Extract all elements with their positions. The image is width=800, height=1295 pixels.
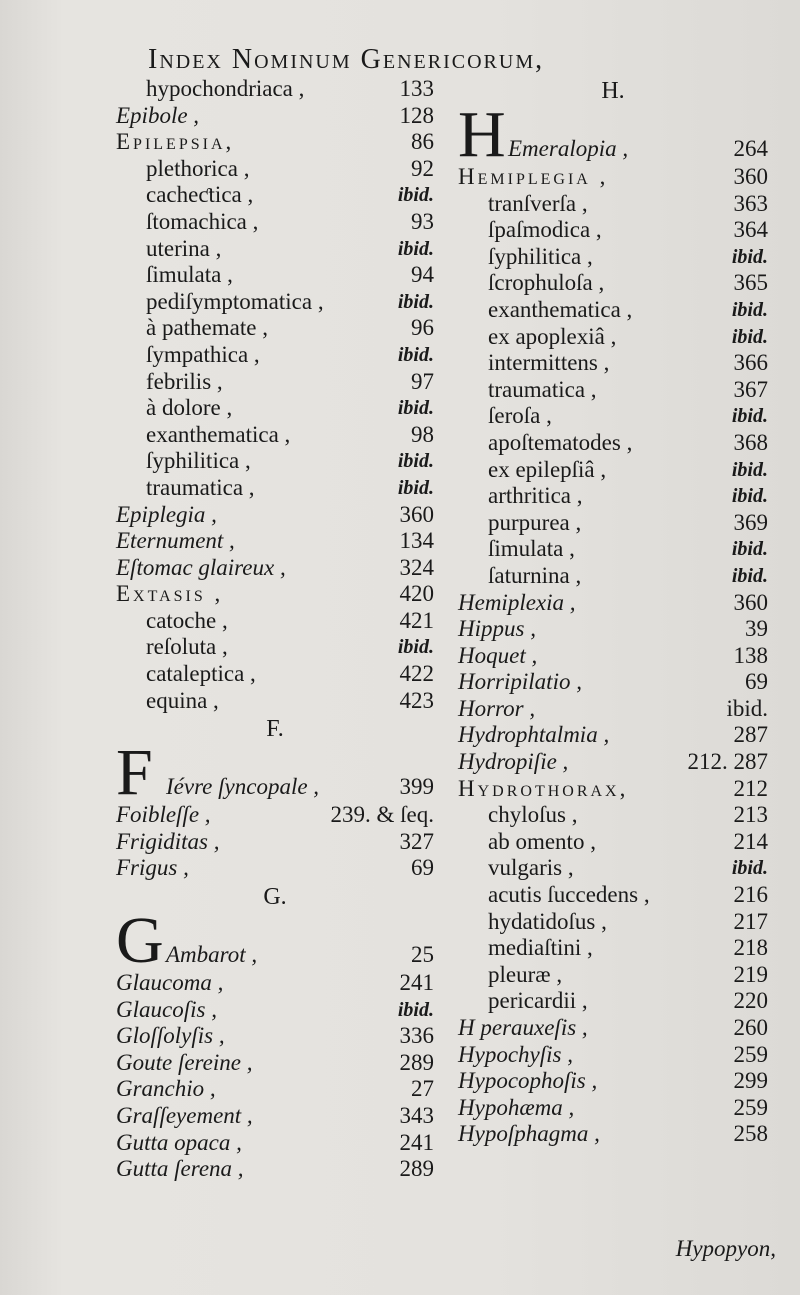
- entry-term: Graſſeyement ,: [116, 1103, 253, 1128]
- index-entry: [116, 1076, 434, 1103]
- entry-term: equina ,: [146, 687, 219, 713]
- entry-page: 264: [733, 136, 768, 161]
- entry-term: intermittens ,: [488, 350, 610, 376]
- entry-page: 260: [733, 1015, 768, 1040]
- entry-term: Eternument ,: [116, 528, 235, 554]
- entry-term: Hydrothorax,: [458, 775, 629, 801]
- index-entry: [116, 182, 434, 209]
- entry-term: Goute ſereine ,: [116, 1049, 253, 1075]
- index-entry: [116, 855, 434, 882]
- entry-page: ibid.: [731, 325, 768, 348]
- entry-term: Extasis ,: [116, 581, 224, 607]
- entry-page: 93: [411, 208, 434, 234]
- entry-page: ibid.: [397, 636, 434, 659]
- entry-term: pediſymptomatica ,: [146, 288, 324, 314]
- entry-page: 336: [399, 1023, 434, 1049]
- entry-page: ibid.: [397, 476, 434, 499]
- index-entry: [116, 236, 434, 263]
- entry-page: 360: [733, 589, 768, 615]
- entry-page: 360: [399, 501, 434, 527]
- index-entry: [116, 661, 434, 688]
- entry-term: Gloſſolyſis ,: [116, 1023, 225, 1049]
- entry-term: vulgaris ,: [488, 855, 574, 881]
- entry-term: catoche ,: [146, 607, 228, 633]
- entry-term: acutis ſuccedens ,: [488, 882, 650, 908]
- index-entry: [458, 483, 768, 510]
- index-entry: [458, 377, 768, 404]
- entry-page: 133: [399, 76, 434, 101]
- entry-page: 218: [733, 935, 768, 961]
- entry-term: plethorica ,: [146, 155, 250, 181]
- index-entry: [458, 696, 768, 723]
- index-entry: [458, 350, 768, 377]
- index-entry: [116, 422, 434, 449]
- index-entry: [458, 935, 768, 962]
- entry-page: 259: [733, 1041, 768, 1067]
- index-entry: [458, 776, 768, 803]
- entry-page: ibid.: [731, 564, 768, 587]
- index-entry: [116, 829, 434, 856]
- entry-term: mediaſtini ,: [488, 935, 593, 961]
- entry-page: 97: [411, 368, 434, 394]
- index-entry: [458, 855, 768, 882]
- index-entry: [116, 448, 434, 475]
- index-entry: [458, 643, 768, 670]
- entry-page: 360: [733, 164, 768, 189]
- dropcap-g: G: [116, 904, 164, 978]
- entry-page: ibid.: [397, 290, 434, 313]
- index-entry: [458, 616, 768, 643]
- entry-term: cacheƈtica ,: [146, 182, 254, 208]
- entry-page: 128: [399, 102, 434, 128]
- entry-term: cataleptica ,: [146, 661, 256, 687]
- index-entry: [116, 1156, 434, 1183]
- entry-term: ſeroſa ,: [488, 403, 552, 429]
- entry-page: 86: [411, 129, 434, 155]
- entry-term: à pathemate ,: [146, 315, 268, 341]
- entry-page: 287: [733, 722, 768, 748]
- entry-term: Gutta opaca ,: [116, 1129, 242, 1155]
- entry-page: 399: [399, 774, 434, 800]
- entry-page: 69: [411, 855, 434, 881]
- index-entry: [458, 430, 768, 457]
- index-entry: [116, 634, 434, 661]
- entry-term: apoſtematodes ,: [488, 429, 633, 455]
- entry-term: Hypocophoſis ,: [458, 1068, 598, 1094]
- entry-term: tranſverſa ,: [488, 190, 588, 216]
- index-entry: [116, 103, 434, 130]
- entry-term: pleuræ ,: [488, 961, 563, 987]
- index-entry: [458, 1042, 768, 1069]
- section-letter-h: H.: [601, 78, 625, 104]
- entry-term: Gutta ſerena ,: [116, 1156, 244, 1182]
- entry-term: Foibleſſe ,: [116, 802, 211, 828]
- index-entry: [458, 722, 768, 749]
- entry-page: 220: [733, 988, 768, 1014]
- index-entry: [116, 1103, 434, 1130]
- entry-term: Hydrophtalmia ,: [458, 722, 610, 748]
- index-entry: [116, 555, 434, 582]
- entry-page: 219: [733, 961, 768, 987]
- entry-term: ſympathica ,: [146, 341, 260, 367]
- entry-page: 289: [399, 1156, 434, 1182]
- entry-term: ſimulata ,: [146, 262, 233, 288]
- index-entry: [116, 262, 434, 289]
- left-entries-f: [116, 802, 434, 882]
- entry-page: 421: [399, 607, 434, 633]
- entry-term: Hemiplegia ,: [458, 164, 609, 189]
- page-title: Index Nominum Genericorum,: [148, 44, 545, 75]
- index-entry: [458, 164, 768, 191]
- entry-term: Epibole ,: [116, 102, 200, 128]
- index-entry: [458, 536, 768, 563]
- entry-term: Ambarot ,: [166, 942, 258, 968]
- entry-page: ibid.: [397, 343, 434, 366]
- index-entry: [458, 590, 768, 617]
- index-entry: [116, 802, 434, 829]
- dropcap-entry-f: [116, 736, 434, 810]
- index-entry: [458, 244, 768, 271]
- entry-term: Hippus ,: [458, 616, 536, 642]
- index-entry: [458, 802, 768, 829]
- index-entry: [458, 191, 768, 218]
- entry-term: Horripilatio ,: [458, 669, 582, 695]
- entry-page: 420: [399, 581, 434, 607]
- entry-term: pericardii ,: [488, 988, 588, 1014]
- index-entry: [116, 997, 434, 1024]
- index-entry: [116, 289, 434, 316]
- index-entry: [458, 1068, 768, 1095]
- index-entry: [458, 270, 768, 297]
- entry-page: 96: [411, 315, 434, 341]
- entry-term: Frigiditas ,: [116, 828, 220, 854]
- dropcap-entry-h: [458, 98, 768, 171]
- entry-page: 343: [399, 1103, 434, 1128]
- entry-term: ſpaſmodica ,: [488, 217, 602, 243]
- entry-page: ibid.: [731, 458, 768, 481]
- entry-page: 214: [733, 828, 768, 854]
- entry-term: Eſtomac glaireux ,: [116, 554, 286, 580]
- index-entry: [116, 315, 434, 342]
- entry-page: ibid.: [397, 397, 434, 420]
- index-entry: [116, 1023, 434, 1050]
- entry-page: 212. 287: [687, 749, 768, 775]
- index-entry: [116, 342, 434, 369]
- index-entry: [116, 970, 434, 997]
- entry-page: ibid.: [731, 485, 768, 508]
- index-entry: [116, 581, 434, 608]
- index-entry: [458, 457, 768, 484]
- entry-term: à dolore ,: [146, 395, 233, 421]
- entry-page: 69: [745, 669, 768, 695]
- entry-page: 422: [399, 661, 434, 687]
- entry-term: hypochondriaca ,: [146, 76, 305, 101]
- entry-term: traumatica ,: [146, 474, 255, 500]
- entry-page: 258: [733, 1121, 768, 1147]
- index-entry: [116, 475, 434, 502]
- index-entry: [458, 1095, 768, 1122]
- index-entry: [116, 129, 434, 156]
- entry-page: 138: [733, 642, 768, 668]
- entry-page: 364: [733, 217, 768, 243]
- entry-page: 241: [399, 1129, 434, 1155]
- entry-term: Epiplegia ,: [116, 501, 217, 527]
- entry-page: 98: [411, 421, 434, 447]
- entry-page: ibid.: [397, 184, 434, 207]
- entry-page: 327: [399, 828, 434, 854]
- left-column: [116, 76, 434, 1183]
- entry-page: ibid.: [397, 237, 434, 260]
- entry-page: 213: [733, 802, 768, 828]
- entry-page: ibid.: [731, 405, 768, 428]
- index-entry: [116, 369, 434, 396]
- entry-page: ibid.: [731, 245, 768, 268]
- entry-term: Hemiplexia ,: [458, 589, 576, 615]
- index-entry: [116, 209, 434, 236]
- index-entry: [458, 510, 768, 537]
- entry-term: H perauxeſis ,: [458, 1015, 588, 1040]
- index-entry: [458, 403, 768, 430]
- entry-term: febrilis ,: [146, 368, 223, 394]
- index-entry: [116, 608, 434, 635]
- entry-term: uterina ,: [146, 235, 222, 261]
- entry-page: 299: [733, 1068, 768, 1094]
- index-entry: [458, 1015, 768, 1042]
- index-entry: [458, 297, 768, 324]
- entry-page: ibid.: [731, 857, 768, 880]
- entry-term: exanthematica ,: [488, 296, 633, 322]
- entry-term: Hoquet ,: [458, 642, 538, 668]
- entry-term: Frigus ,: [116, 855, 189, 881]
- index-entry: [116, 156, 434, 183]
- entry-page: 367: [733, 376, 768, 402]
- entry-page: 289: [399, 1049, 434, 1075]
- entry-term: ſtomachica ,: [146, 208, 259, 234]
- entry-page: 259: [733, 1094, 768, 1120]
- entry-term: ſyphilitica ,: [488, 243, 593, 269]
- entry-page: 368: [733, 429, 768, 455]
- index-entry: [458, 217, 768, 244]
- index-entry: [458, 749, 768, 776]
- entry-page: 94: [411, 262, 434, 288]
- index-entry: [458, 324, 768, 351]
- entry-term: ab omento ,: [488, 828, 596, 854]
- index-entry: [458, 962, 768, 989]
- entry-term: Emeralopia ,: [508, 136, 629, 161]
- entry-term: exanthematica ,: [146, 421, 291, 447]
- entry-term: ſimulata ,: [488, 536, 575, 562]
- entry-term: Glaucoſis ,: [116, 996, 217, 1022]
- entry-term: traumatica ,: [488, 376, 597, 402]
- dropcap-entry-g: [116, 904, 434, 978]
- section-letter-g: G.: [263, 884, 287, 911]
- entry-page: 27: [411, 1076, 434, 1102]
- entry-term: ex apoplexiâ ,: [488, 323, 617, 349]
- entry-page: 366: [733, 350, 768, 376]
- entry-page: 241: [399, 970, 434, 996]
- entry-term: hydatidoſus ,: [488, 908, 607, 934]
- index-entry: [116, 502, 434, 529]
- index-entry: [116, 688, 434, 715]
- entry-page: ibid.: [397, 450, 434, 473]
- index-entry: [458, 669, 768, 696]
- entry-term: Hypochyſis ,: [458, 1041, 573, 1067]
- entry-page: 369: [733, 509, 768, 535]
- entry-term: Glaucoma ,: [116, 970, 224, 996]
- entry-term: ex epilepſiâ ,: [488, 456, 607, 482]
- entry-term: purpurea ,: [488, 509, 582, 535]
- entry-page: 423: [399, 687, 434, 713]
- catchword: Hypopyon,: [675, 1236, 776, 1261]
- entry-page: 363: [733, 190, 768, 216]
- right-column: [458, 76, 768, 1148]
- entry-term: ſyphilitica ,: [146, 448, 251, 474]
- entry-term: Hydropiſie ,: [458, 749, 569, 775]
- dropcap-f: F: [116, 736, 153, 810]
- entry-page: 365: [733, 270, 768, 296]
- index-entry: [458, 829, 768, 856]
- section-letter-f: F.: [266, 716, 284, 743]
- dropcap-h: H: [458, 98, 506, 171]
- left-entries-epilepsia: [116, 76, 434, 714]
- index-entry: [116, 1050, 434, 1077]
- entry-term: chyloſus ,: [488, 802, 578, 828]
- entry-page: 324: [399, 554, 434, 580]
- index-entry: [458, 909, 768, 936]
- entry-term: Hypohæma ,: [458, 1094, 575, 1120]
- left-entries-g: [116, 970, 434, 1183]
- entry-term: arthritica ,: [488, 483, 583, 509]
- index-entry: [116, 76, 434, 103]
- entry-term: Granchio ,: [116, 1076, 216, 1102]
- entry-page: 239. & ſeq.: [330, 802, 434, 828]
- entry-page: 212: [733, 775, 768, 801]
- index-entry: [458, 988, 768, 1015]
- entry-term: Iévre ſyncopale ,: [166, 774, 320, 800]
- index-entry: [116, 1130, 434, 1157]
- right-entries-h: [458, 164, 768, 1148]
- entry-term: ſcrophuloſa ,: [488, 270, 605, 296]
- entry-page: ibid.: [397, 998, 434, 1021]
- index-entry: [458, 563, 768, 590]
- index-entry: [458, 1121, 768, 1148]
- index-entry: [458, 882, 768, 909]
- entry-term: Epilepsia,: [116, 129, 235, 155]
- entry-term: reſoluta ,: [146, 634, 228, 660]
- entry-page: 39: [745, 616, 768, 642]
- entry-page: 134: [399, 528, 434, 554]
- index-entry: [116, 528, 434, 555]
- entry-page: ibid.: [731, 298, 768, 321]
- entry-page: ibid.: [726, 695, 768, 721]
- index-entry: [116, 395, 434, 422]
- entry-page: 216: [733, 882, 768, 908]
- entry-term: ſaturnina ,: [488, 562, 582, 588]
- entry-page: 25: [411, 942, 434, 968]
- entry-page: 92: [411, 155, 434, 181]
- entry-term: Horror ,: [458, 695, 536, 721]
- entry-term: Hypoſphagma ,: [458, 1121, 600, 1147]
- entry-page: ibid.: [731, 538, 768, 561]
- entry-page: 217: [733, 908, 768, 934]
